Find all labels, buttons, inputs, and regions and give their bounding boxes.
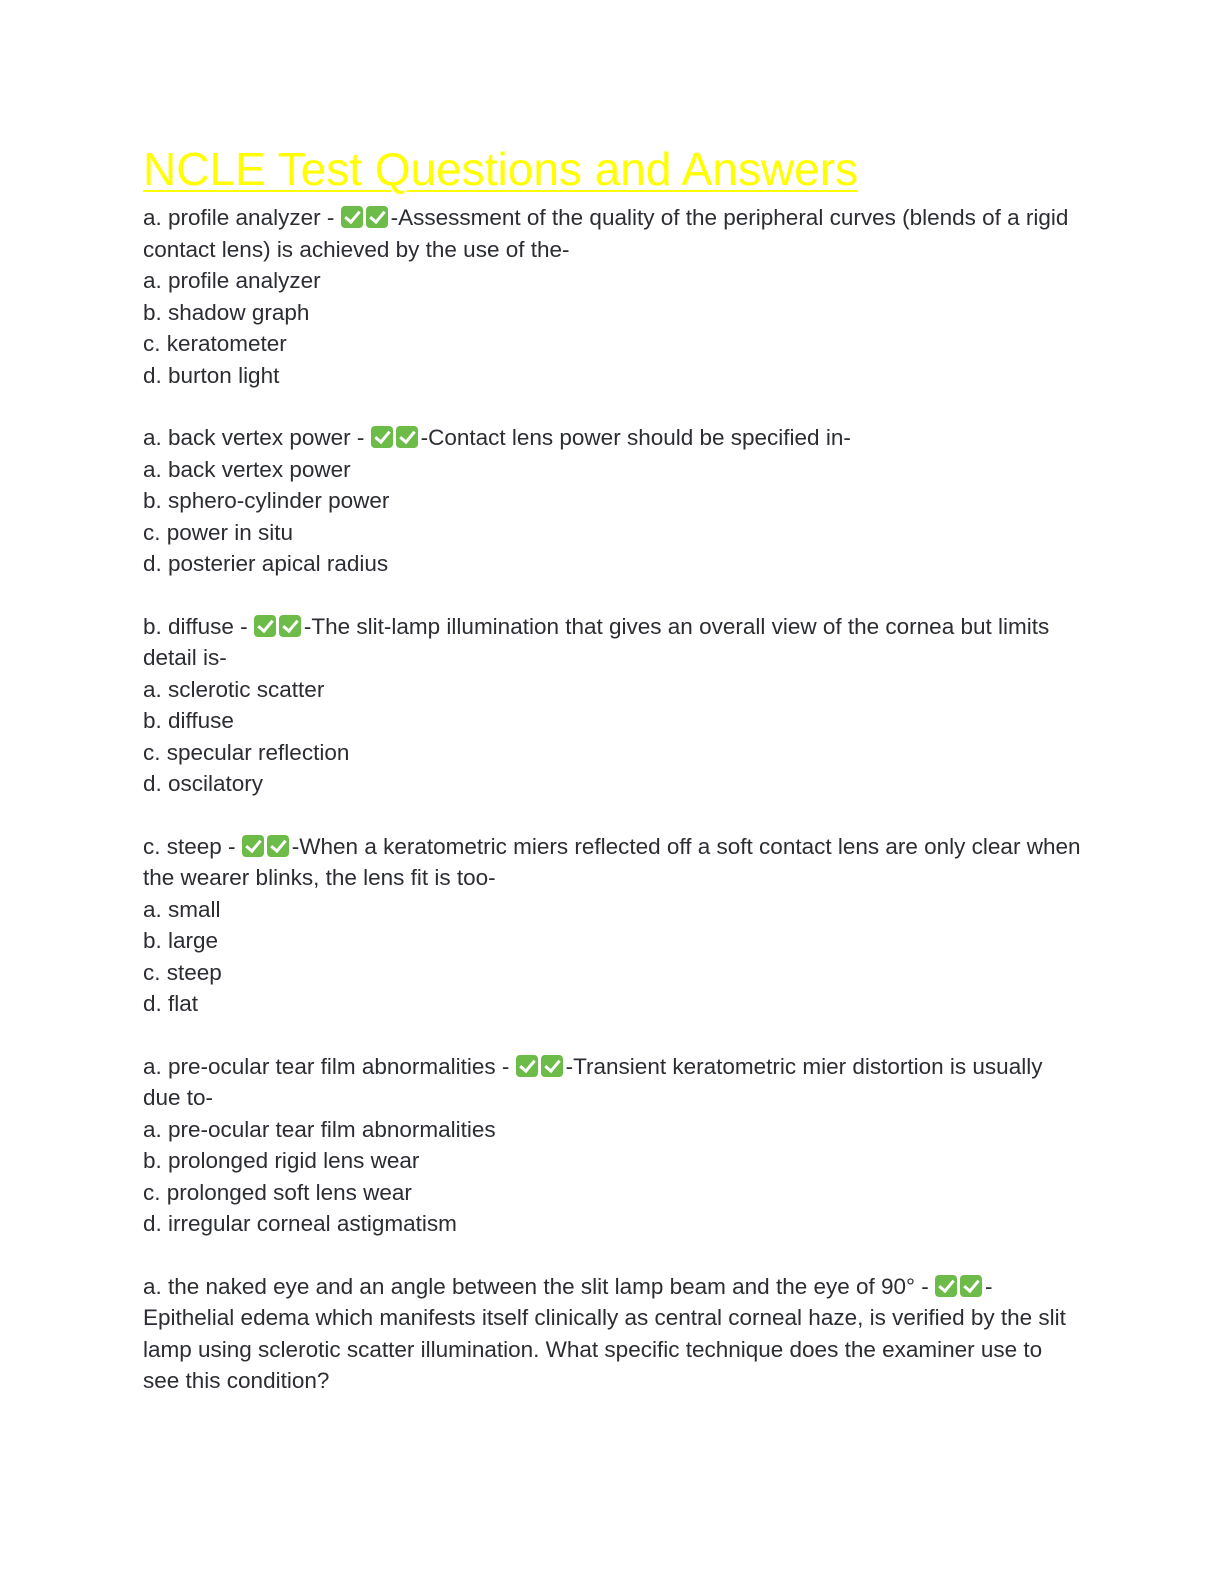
answer-prefix: a. the naked eye and an angle between the slit lamp beam and the eye of 90° - [143, 1273, 936, 1299]
check-mark-button-icon [516, 1055, 538, 1077]
check-marks [935, 1271, 985, 1303]
answer-option: c. prolonged soft lens wear [143, 1179, 412, 1205]
question-text [143, 1271, 1083, 1397]
answer-option: c. specular reflection [143, 739, 350, 765]
answer-option: b. prolonged rigid lens wear [143, 1148, 420, 1173]
question-block [143, 202, 1083, 391]
answer-option: a. profile analyzer [143, 268, 321, 293]
check-mark-button-icon [396, 426, 418, 448]
document-title: NCLE Test Questions and Answers [143, 143, 859, 195]
check-mark-button-icon [254, 615, 276, 637]
answer-option: d. irregular corneal astigmatism [143, 1211, 457, 1236]
question-text [143, 422, 1083, 454]
answer-prefix: a. back vertex power - [143, 425, 371, 450]
question-body: -When a keratometric miers reflected off a soft contact lens are only clear when the wearer blinks, the lens fit is too- [143, 833, 1081, 890]
question-text [143, 202, 1083, 265]
question-list [143, 202, 1083, 1397]
check-marks [371, 422, 421, 454]
question-block [143, 1051, 1083, 1240]
answer-option: d. flat [143, 991, 199, 1016]
check-marks [516, 1051, 566, 1083]
check-mark-button-icon [935, 1275, 957, 1297]
check-mark-button-icon [341, 206, 363, 228]
check-mark-button-icon [371, 426, 393, 448]
check-marks [341, 202, 391, 234]
answer-option: d. posterier apical radius [143, 551, 389, 576]
question-body: -Assessment of the quality of the peripheral curves (blends of a rigid contact lens) is achieved by the use of the- [143, 205, 1069, 262]
question-block [143, 831, 1083, 1020]
question-body: -Transient keratometric mier distortion is usually due to- [143, 1053, 1043, 1110]
answer-prefix: b. diffuse - [143, 613, 254, 639]
check-mark-button-icon [960, 1275, 982, 1297]
question-block [143, 1271, 1083, 1397]
question-text [143, 1051, 1083, 1114]
answer-option: b. sphero-cylinder power [143, 488, 390, 513]
check-mark-button-icon [242, 835, 264, 857]
answer-option: b. large [143, 928, 219, 953]
check-marks [242, 831, 292, 863]
question-block [143, 611, 1083, 800]
question-text [143, 831, 1083, 894]
answer-option: a. pre-ocular tear film abnormalities [143, 1116, 496, 1142]
question-body: -The slit-lamp illumination that gives an overall view of the cornea but limits detail is- [143, 613, 1050, 670]
question-block [143, 422, 1083, 580]
answer-option: a. back vertex power [143, 456, 351, 482]
answer-option: d. oscilatory [143, 771, 264, 796]
answer-option: c. power in situ [143, 519, 294, 545]
answer-option: c. steep [143, 959, 222, 985]
answer-prefix: a. profile analyzer - [143, 205, 341, 230]
check-mark-button-icon [279, 615, 301, 637]
answer-option: d. burton light [143, 362, 280, 388]
answer-option: c. keratometer [143, 331, 287, 356]
question-body: -Contact lens power should be specified in- [420, 425, 851, 450]
answer-option: b. shadow graph [143, 299, 310, 325]
answer-option: a. small [143, 896, 221, 922]
check-marks [254, 611, 304, 643]
answer-prefix: c. steep - [143, 833, 242, 859]
document-page [143, 140, 1083, 1428]
answer-prefix: a. pre-ocular tear film abnormalities - [143, 1053, 516, 1079]
answer-option: b. diffuse [143, 708, 234, 733]
check-mark-button-icon [267, 835, 289, 857]
question-text [143, 611, 1083, 674]
check-mark-button-icon [366, 206, 388, 228]
answer-option: a. sclerotic scatter [143, 676, 325, 702]
question-body: -Epithelial edema which manifests itself clinically as central corneal haze, is verified by the slit lamp using sclerotic scatter illumination. What specific technique does the examiner use to see this condition? [143, 1273, 1066, 1393]
check-mark-button-icon [541, 1055, 563, 1077]
